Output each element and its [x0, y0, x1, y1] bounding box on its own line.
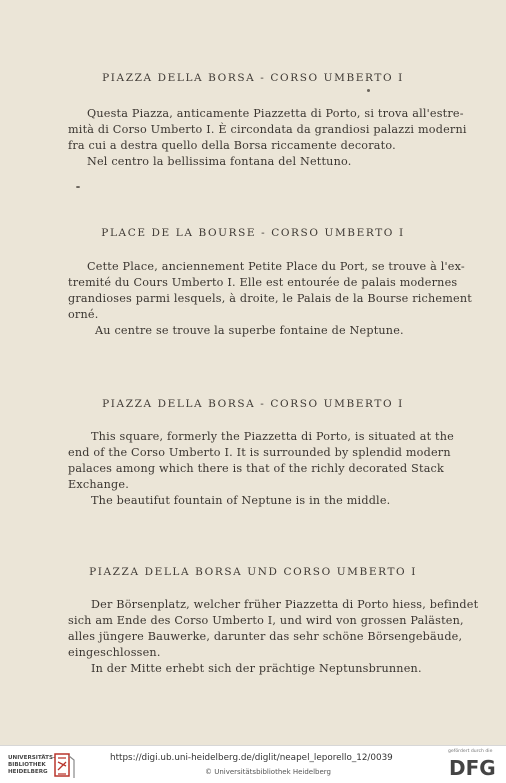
italian-line: Questa Piazza, anticamente Piazzetta di Porto, si trova all'estre-	[87, 107, 464, 120]
ink-mark	[76, 186, 80, 188]
german-line: Der Börsenplatz, welcher früher Piazzetta di Porto hiess, befindet	[91, 598, 479, 611]
viewer-footer	[0, 745, 506, 783]
heading-german: PIAZZA DELLA BORSA UND CORSO UMBERTO I	[89, 566, 417, 578]
german-line: eingeschlossen.	[68, 646, 161, 659]
page-url-link[interactable]: https://digi.ub.uni-heidelberg.de/diglit/neapel_leporello_12/0039	[110, 753, 393, 763]
english-line: Exchange.	[68, 478, 129, 491]
german-line: sich am Ende des Corso Umberto I, und wird von grossen Palästen,	[68, 614, 464, 627]
funded-by-label: gefördert durch die	[448, 749, 493, 754]
italian-line: Nel centro la bellissima fontana del Nettuno.	[87, 155, 352, 168]
french-line: Au centre se trouve la superbe fontaine de Neptune.	[95, 324, 404, 337]
heading-french: PLACE DE LA BOURSE - CORSO UMBERTO I	[101, 227, 405, 239]
heading-italian: PIAZZA DELLA BORSA - CORSO UMBERTO I	[102, 72, 404, 84]
heading-english: PIAZZA DELLA BORSA - CORSO UMBERTO I	[102, 398, 404, 410]
library-name: UNIVERSITÄTS- BIBLIOTHEK HEIDELBERG	[8, 755, 56, 775]
french-line: Cette Place, anciennement Petite Place du Port, se trouve à l'ex-	[87, 260, 465, 273]
german-line: In der Mitte erhebt sich der prächtige Neptunsbrunnen.	[91, 662, 422, 675]
copyright-notice: © Universitätsbibliothek Heidelberg	[205, 768, 332, 776]
french-line: tremité du Cours Umberto I. Elle est entourée de palais modernes	[68, 276, 458, 289]
english-line: palaces among which there is that of the richly decorated Stack	[68, 462, 445, 475]
ink-mark	[367, 89, 370, 92]
english-line: end of the Corso Umberto I. It is surrounded by splendid modern	[68, 446, 451, 459]
italian-line: mità di Corso Umberto I. È circondata da grandiosi palazzi moderni	[68, 123, 467, 136]
italian-line: fra cui a destra quello della Borsa riccamente decorato.	[68, 139, 396, 152]
english-line: The beautifut fountain of Neptune is in the middle.	[91, 494, 391, 507]
english-line: This square, formerly the Piazzetta di Porto, is situated at the	[91, 430, 454, 443]
french-line: orné.	[68, 308, 99, 321]
dfg-logo[interactable]: DFG	[449, 756, 496, 780]
french-line: grandioses parmi lesquels, à droite, le Palais de la Bourse richement	[68, 292, 472, 305]
library-logo[interactable]	[4, 752, 74, 780]
german-line: alles jüngere Bauwerke, darunter das sehr schöne Börsengebäude,	[68, 630, 463, 643]
library-seal-icon	[54, 752, 76, 780]
